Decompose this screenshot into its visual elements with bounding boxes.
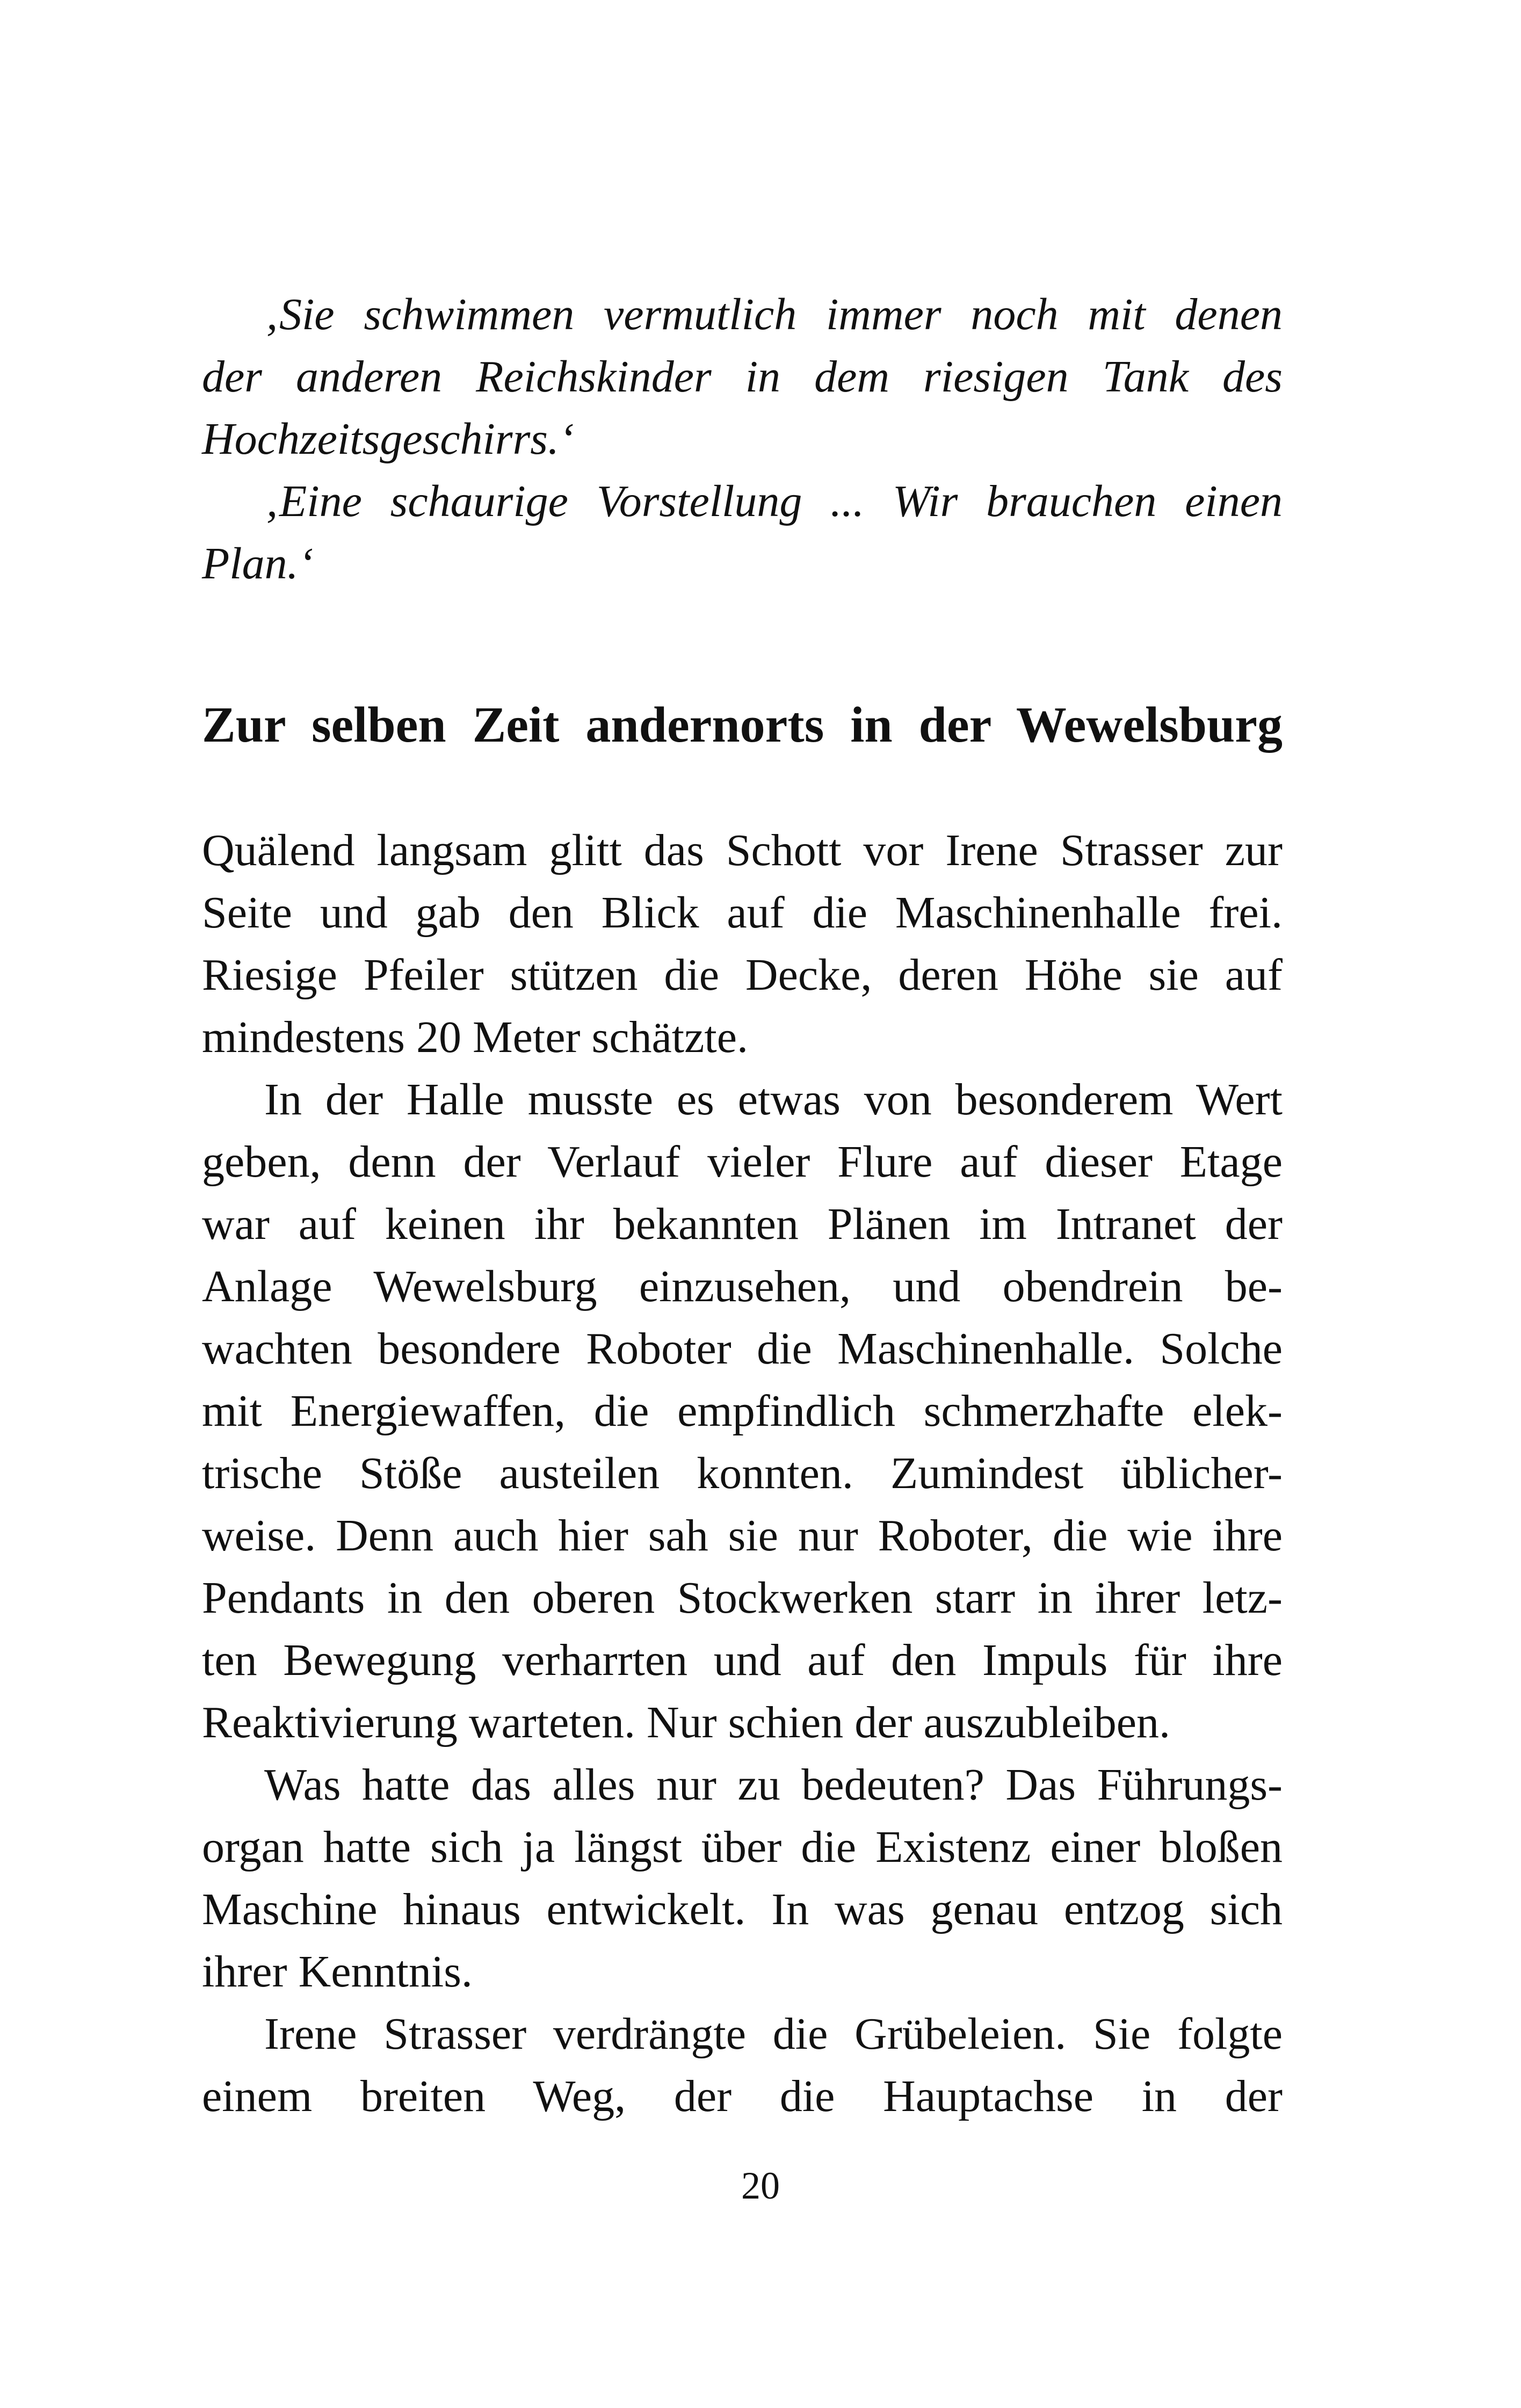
body-line: organ hatte sich ja längst über die Existenz einer bloßen (202, 1822, 1283, 1872)
body-line: Quälend langsam glitt das Schott vor Irene Strasser zur (202, 825, 1283, 875)
body-line: Seite und gab den Blick auf die Maschinenhalle frei. (202, 888, 1283, 938)
body-line: Irene Strasser verdrängte die Grübeleien. Sie folgte (264, 2009, 1283, 2059)
dialogue-line: ‚Eine schaurige Vorstellung ... Wir brauchen einen (264, 476, 1283, 526)
body-line: war auf keinen ihr bekannten Plänen im Intranet der (202, 1199, 1283, 1249)
section-heading: Zur selben Zeit andernorts in der Wewelsburg (202, 697, 1283, 753)
page-number: 20 (741, 2164, 780, 2207)
body-line: Pendants in den oberen Stockwerken starr in ihrer letz- (202, 1573, 1283, 1623)
body-line: geben, denn der Verlauf vieler Flure auf dieser Etage (202, 1137, 1283, 1187)
dialogue-line: Plan.‘ (202, 539, 314, 589)
dialogue-line: der anderen Reichskinder in dem riesigen Tank des (202, 352, 1283, 402)
body-line: Was hatte das alles nur zu bedeuten? Das Führungs- (264, 1760, 1283, 1810)
body-line: weise. Denn auch hier sah sie nur Roboter, die wie ihre (202, 1511, 1283, 1561)
body-line: einem breiten Weg, der die Hauptachse in der (202, 2071, 1283, 2121)
dialogue-line: Hochzeitsgeschirrs.‘ (202, 414, 574, 464)
body-line: mit Energiewaffen, die empfindlich schmerzhafte elek- (202, 1386, 1283, 1436)
body-line: mindestens 20 Meter schätzte. (202, 1012, 749, 1062)
body-line: trische Stöße austeilen konnten. Zumindest üblicher- (202, 1448, 1283, 1498)
dialogue-line: ‚Sie schwimmen vermutlich immer noch mit denen (264, 289, 1283, 339)
body-line: ten Bewegung verharrten und auf den Impuls für ihre (202, 1635, 1283, 1685)
body-line: Anlage Wewelsburg einzusehen, und obendrein be- (202, 1261, 1283, 1311)
body-line: Reaktivierung warteten. Nur schien der auszubleiben. (202, 1698, 1171, 1747)
body-line: In der Halle musste es etwas von besonderem Wert (264, 1075, 1283, 1125)
body-line: Riesige Pfeiler stützen die Decke, deren Höhe sie auf (202, 950, 1283, 1000)
body-line: wachten besondere Roboter die Maschinenhalle. Solche (202, 1324, 1283, 1374)
body-line: Maschine hinaus entwickelt. In was genau entzog sich (202, 1884, 1283, 1934)
body-line: ihrer Kenntnis. (202, 1947, 473, 1997)
